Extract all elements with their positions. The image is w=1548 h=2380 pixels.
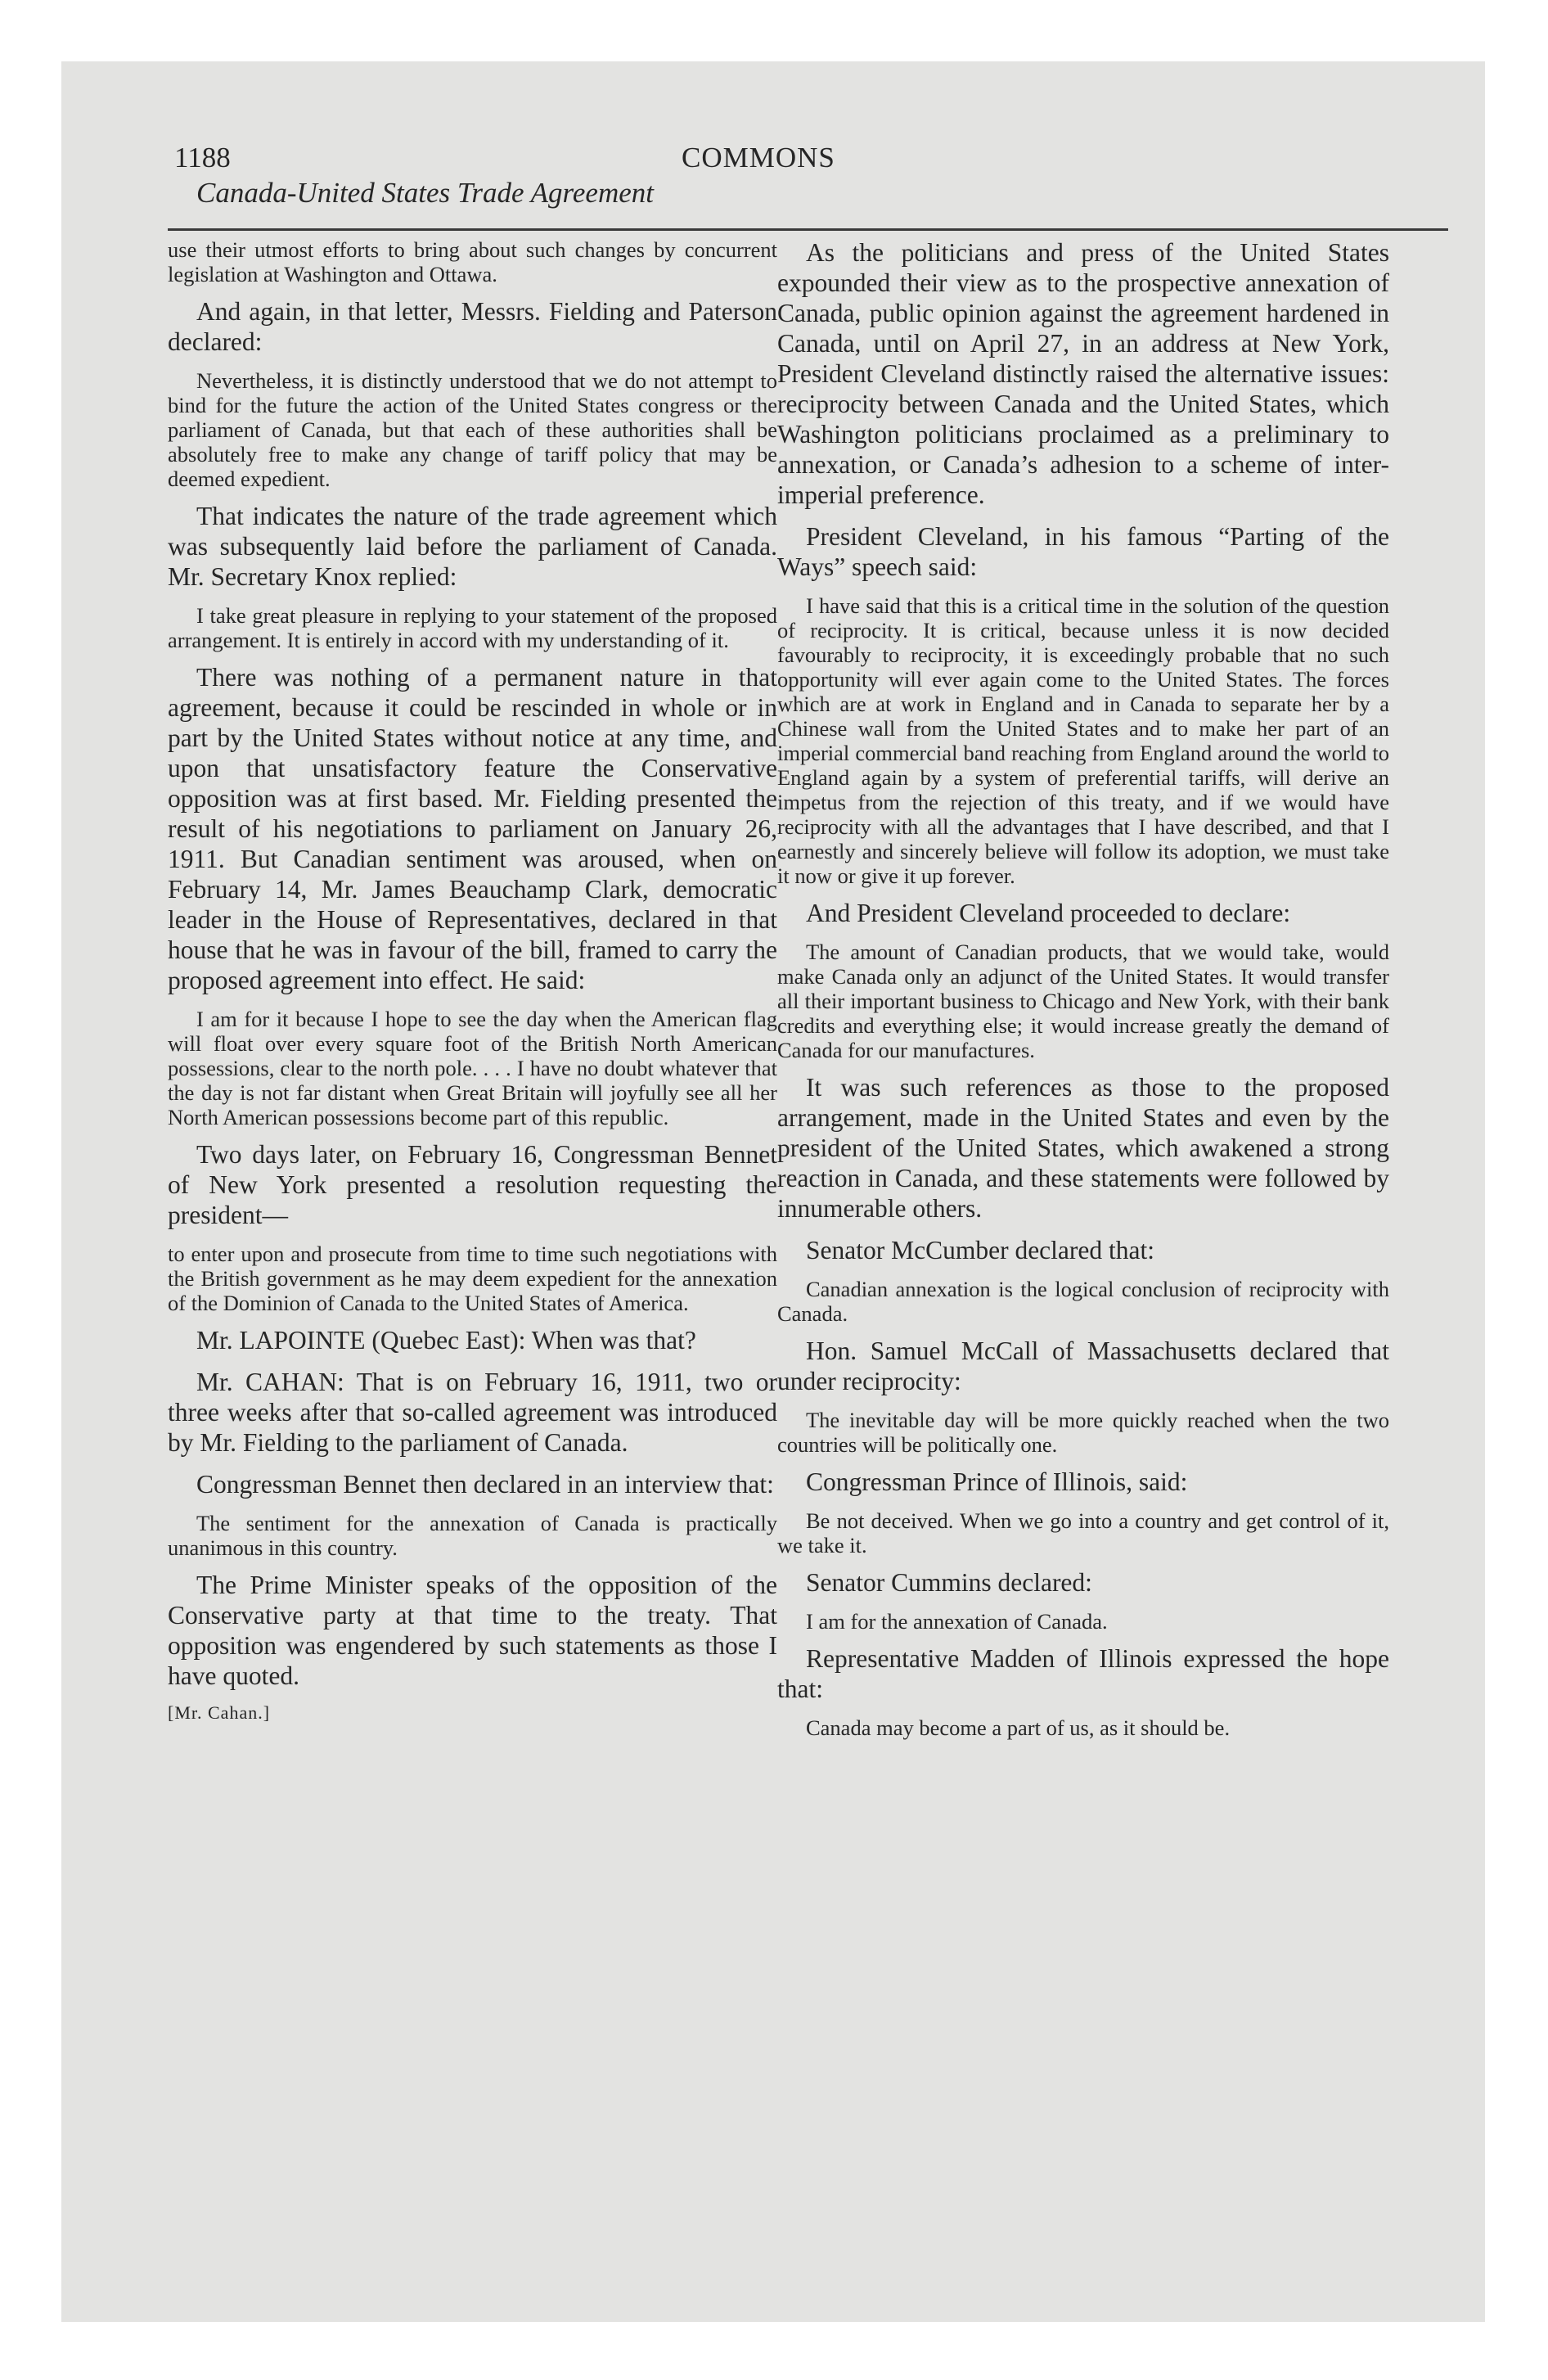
paragraph: Mr. LAPOINTE (Quebec East): When was that? [196,1326,696,1355]
quoted-passage: The inevitable day will be more quickly reached when the two countries will be politically one. [777,1408,1389,1457]
paragraph: Congressman Bennet then declared in an interview that: [196,1470,774,1499]
left-column [168,237,777,1724]
paragraph: Senator McCumber declared that: [806,1236,1154,1264]
quoted-passage: use their utmost efforts to bring about such changes by concurrent legislation at Washington and Ottawa. [168,237,777,286]
right-column-body [777,237,1389,1740]
paragraph: There was nothing of a permanent nature in that agreement, because it could be rescinded in whole or in part by the United States without notice at any time, and upon that unsatisfactory feature the Conservative opposition was at first based. Mr. Fielding presented the result of his negotiations to parliament on January 26, 1911. But Canadian sentiment was aroused, when on February 14, Mr. James Beauchamp Clark, democratic leader in the House of Representatives, declared in that house that he was in favour of the bill, framed to carry the proposed agreement into effect. He said: [168,663,777,994]
quoted-passage: Be not deceived. When we go into a country and get control of it, we take it. [777,1508,1389,1557]
paragraph: And again, in that letter, Messrs. Fielding and Paterson declared: [168,297,777,356]
quoted-passage: Nevertheless, it is distinctly understood that we do not attempt to bind for the future the action of the United States congress or the parliament of Canada, but that each of these authorities shall be absolutely free to make any change of tariff policy that may be deemed expedient. [168,368,777,491]
paragraph: It was such references as those to the proposed arrangement, made in the United States and even by the president of the United States, which awakened a strong reaction in Canada, and these statements were followed by innumerable others. [777,1073,1389,1223]
quoted-passage: Canadian annexation is the logical conclusion of reciprocity with Canada. [777,1277,1389,1326]
quoted-passage: The amount of Canadian products, that we would take, would make Canada only an adjunct of the United States. It would transfer all their important business to Chicago and New York, with their bank credits and everything else; it would increase greatly the demand of Canada for our manufactures. [777,940,1389,1062]
quoted-passage: I have said that this is a critical time in the solution of the question of reciprocity. It is critical, because unless it is now decided favourably to reciprocity, it is exceedingly probable that no such opportunity will ever again come to the United States. The forces which are at work in England and in Canada to separate her by a Chinese wall from the United States and to make her part of an imperial commercial band reaching from England around the world to England again by a system of preferential tariffs, will derive an impetus from the rejection of this treaty, and if we would have reciprocity with all the advantages that I have described, and that I earnestly and sincerely believe will follow its adoption, we must take it now or give it up forever. [777,593,1389,888]
paragraph: Mr. CAHAN: That is on February 16, 1911, two or three weeks after that so-called agreement was introduced by Mr. Fielding to the parliament of Canada. [168,1368,777,1457]
left-column-body [168,237,777,1691]
paragraph: Senator Cummins declared: [806,1568,1092,1597]
paragraph: And President Cleveland proceeded to declare: [806,899,1291,927]
paragraph: Representative Madden of Illinois expressed the hope that: [777,1644,1389,1703]
quoted-passage: The sentiment for the annexation of Canada is practically unanimous in this country. [168,1511,777,1560]
quoted-passage: I am for it because I hope to see the day when the American flag will float over every square foot of the British North American possessions, clear to the north pole. . . . I have no doubt whatever that the day is not far distant when Great Britain will joyfully see all her North American possessions become part of this republic. [168,1007,777,1129]
paragraph: President Cleveland, in his famous “Parting of the Ways” speech said: [777,522,1389,581]
paragraph: Two days later, on February 16, Congressman Bennet of New York presented a resolution requesting the president— [168,1140,777,1229]
quoted-passage: to enter upon and prosecute from time to time such negotiations with the British government as he may deem expedient for the annexation of the Dominion of Canada to the United States of America. [168,1242,777,1315]
scanned-page [61,61,1485,2322]
quoted-passage: Canada may become a part of us, as it should be. [806,1715,1231,1740]
quoted-passage: I take great pleasure in replying to your statement of the proposed arrangement. It is entirely in accord with my understanding of it. [168,603,777,652]
paragraph: The Prime Minister speaks of the opposition of the Conservative party at that time to the treaty. That opposition was engendered by such statements as those I have quoted. [168,1571,777,1690]
page-number: 1188 [174,142,231,174]
paragraph: Hon. Samuel McCall of Massachusetts declared that under reciprocity: [777,1336,1389,1395]
right-column [777,237,1389,1750]
speaker-footer: [Mr. Cahan.] [168,1702,271,1723]
quoted-passage: I am for the annexation of Canada. [806,1609,1108,1634]
paragraph: As the politicians and press of the United States expounded their view as to the prospective annexation of Canada, public opinion against the agreement hardened in Canada, until on April 27, in an address at New York, President Cleveland distinctly raised the alternative issues: reciprocity between Canada and the United States, which Washington politicians proclaimed as a preliminary to annexation, or Canada’s adhesion to a scheme of inter-imperial preference. [777,238,1389,509]
header-rule [168,228,1448,231]
page-sheet [61,61,1485,2322]
page-header-subtitle: Canada-United States Trade Agreement [196,177,654,209]
paragraph: Congressman Prince of Illinois, said: [806,1467,1188,1496]
page-header-title: COMMONS [682,142,835,174]
paragraph: That indicates the nature of the trade agreement which was subsequently laid before the parliament of Canada. Mr. Secretary Knox replied: [168,502,777,591]
